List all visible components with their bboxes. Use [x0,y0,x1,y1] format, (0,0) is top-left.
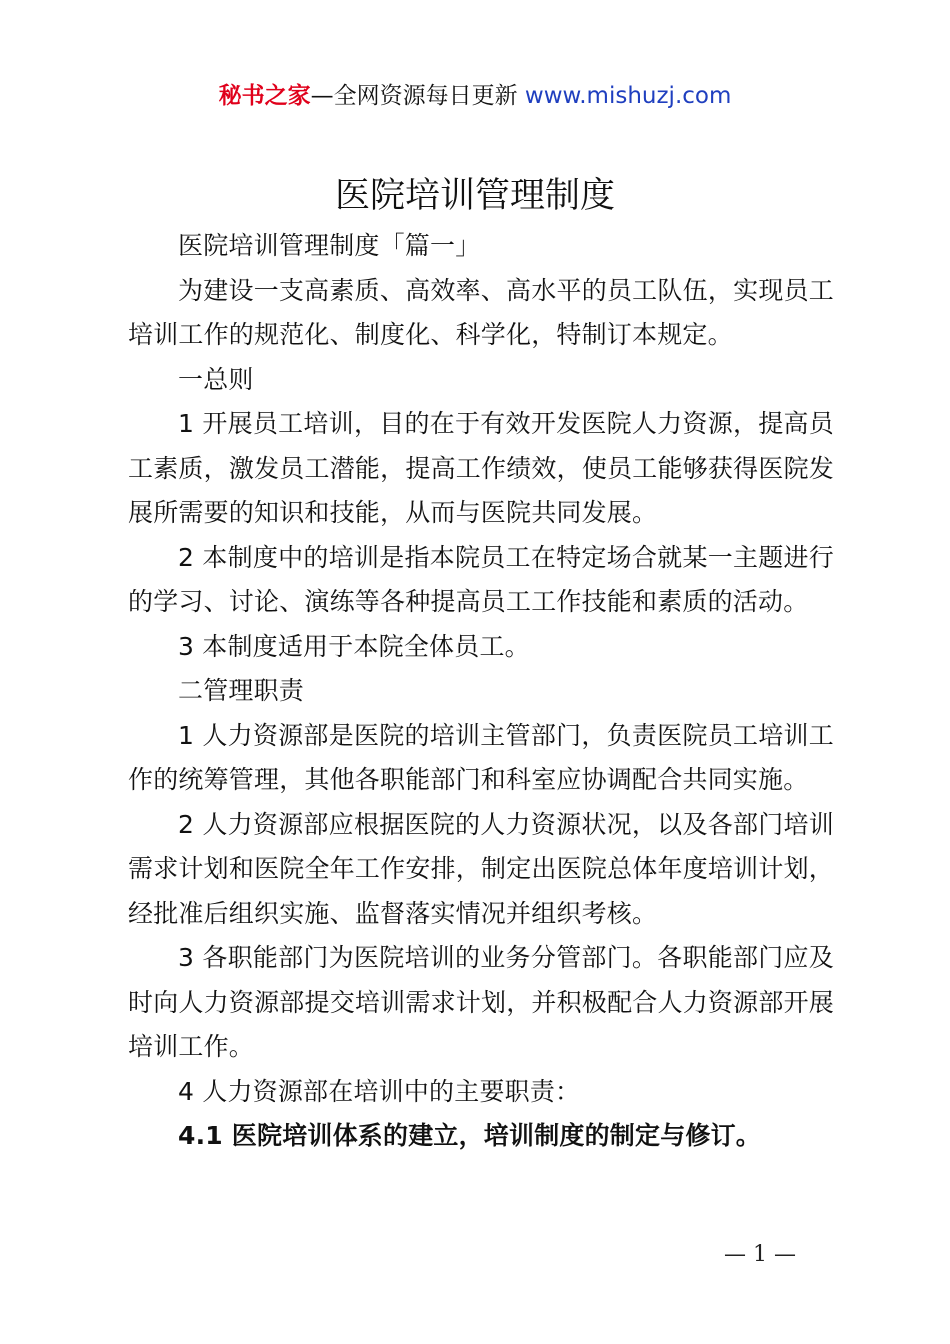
paragraph-general-2: 2 本制度中的培训是指本院员工在特定场合就某一主题进行的学习、讨论、演练等各种提高员工工作技能和素质的活动。 [128,542,834,616]
paragraph-general-1: 1 开展员工培训，目的在于有效开发医院人力资源，提高员工素质，激发员工潜能，提高工作绩效，使员工能够获得医院发展所需要的知识和技能，从而与医院共同发展。 [128,409,834,527]
section-heading-part-one: 医院培训管理制度「篇一」 [178,231,481,260]
site-brand: 秘书之家 [218,83,311,109]
site-slogan: —全网资源每日更新 [310,83,525,109]
paragraph-duties-2: 2 人力资源部应根据医院的人力资源状况，以及各部门培训需求计划和医院全年工作安排，制定出医院总体年度培训计划，经批准后组织实施、监督落实情况并组织考核。 [128,809,834,928]
site-url-link[interactable]: www.mishuzj.com [524,83,732,109]
document-title: 医院培训管理制度 [334,176,615,216]
page-number: — 1 — [724,1242,796,1267]
paragraph-general-3: 3 本制度适用于本院全体员工。 [178,631,530,661]
site-banner [0,80,950,112]
paragraph-duties-1: 1 人力资源部是医院的培训主管部门，负责医院员工培训工作的统筹管理，其他各职能部门和科室应协调配合共同实施。 [128,720,834,794]
document-body [128,224,834,1159]
paragraph-duties-4-1: 4.1 医院培训体系的建立，培训制度的制定与修订。 [178,1121,761,1150]
paragraph-intro: 为建设一支高素质、高效率、高水平的员工队伍，实现员工培训工作的规范化、制度化、科学化，特制订本规定。 [128,275,834,349]
paragraph-duties-3: 3 各职能部门为医院培训的业务分管部门。各职能部门应及时向人力资源部提交培训需求计划，并积极配合人力资源部开展培训工作。 [128,943,834,1061]
section-heading-duties: 二管理职责 [178,676,305,705]
paragraph-duties-4: 4 人力资源部在培训中的主要职责： [178,1076,581,1106]
section-heading-general: 一总则 [178,364,254,394]
